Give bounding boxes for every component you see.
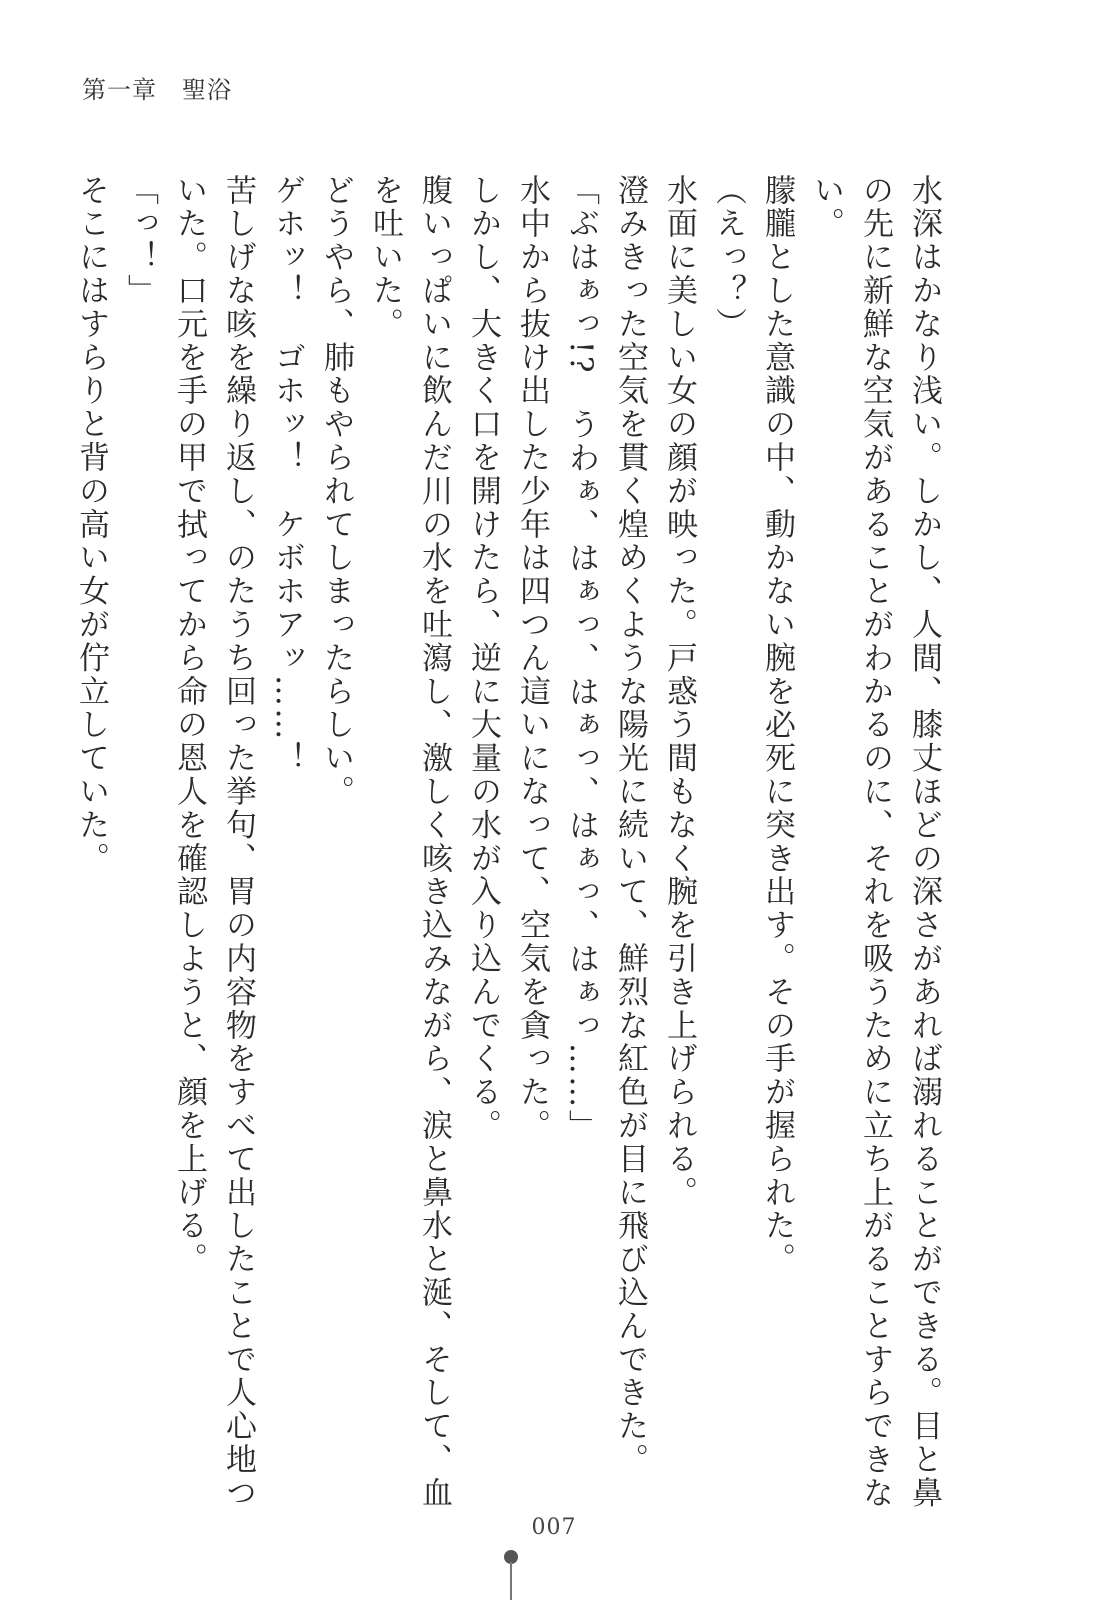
paragraph: 腹いっぱいに飲んだ川の水を吐瀉し、激しく咳き込みながら、涙と鼻水と涎、そして、血を吐いた。 (367, 174, 452, 1510)
paragraph: しかし、大きく口を開けたら、逆に大量の水が入り込んでくる。 (465, 174, 501, 1143)
paragraph: 朦朧とした意識の中、動かない腕を必死に突き出す。その手が握られた。 (759, 174, 795, 1277)
paragraph: そこにはすらりと背の高い女が佇立していた。 (73, 174, 109, 876)
paragraph: （えっ？） (710, 174, 746, 341)
body-text (66, 174, 948, 1524)
paragraph: 「ぶはぁっ!? うわぁ、はぁっ、はぁっ、はぁっ、はぁっ……」 (563, 174, 599, 1144)
page-number: 007 (531, 1515, 577, 1540)
paragraph: 「っ！」 (122, 174, 158, 308)
paragraph: 水深はかなり浅い。しかし、人間、膝丈ほどの深さがあれば溺れることができる。目と鼻の先に新鮮な空気があることがわかるのに、それを吸うために立ち上がることすらできない。 (808, 174, 942, 1510)
paragraph: どうやら、肺もやられてしまったらしい。 (318, 174, 354, 809)
paragraph: 水面に美しい女の顔が映った。戸惑う間もなく腕を引き上げられる。 (661, 174, 697, 1210)
running-head: 第一章 聖浴 (82, 76, 232, 104)
paragraph: ゲホッ！ ゴホッ！ ケボホアッ……！ (269, 174, 305, 776)
folio-line-ornament (510, 1562, 512, 1600)
paragraph: 澄みきった空気を貫く煌めくような陽光に続いて、鮮烈な紅色が目に飛び込んできた。 (612, 174, 648, 1477)
paragraph: 水中から抜け出した少年は四つん這いになって、空気を貪った。 (514, 174, 550, 1143)
paragraph: 苦しげな咳を繰り返し、のたうち回った挙句、胃の内容物をすべて出したことで人心地ついた。口元を手の甲で拭ってから命の恩人を確認しようと、顔を上げる。 (171, 174, 256, 1510)
